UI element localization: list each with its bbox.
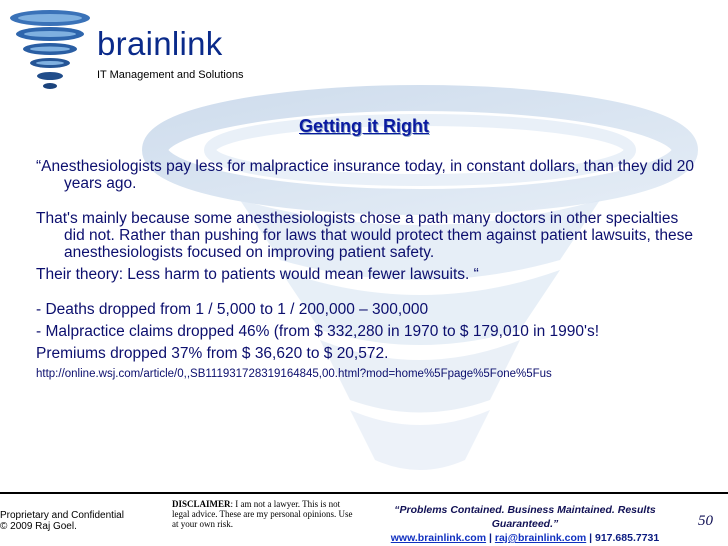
footer-left bbox=[0, 510, 124, 532]
slide-title: Getting it Right bbox=[299, 116, 429, 136]
brand-name: brainlink bbox=[97, 25, 223, 62]
website-link[interactable]: www.brainlink.com bbox=[390, 532, 487, 544]
bullet-malpractice-claims: - Malpractice claims dropped 46% (from $ 332,280 in 1970 to $ 179,010 in 1990's! bbox=[36, 323, 600, 340]
source-url: http://online.wsj.com/article/0,,SB111931728319164845,00.html?mod=home%5Fpage%5Fone%5Fus bbox=[36, 368, 552, 380]
page-number: 50 bbox=[698, 513, 713, 529]
proprietary-label: Proprietary and Confidential bbox=[0, 510, 124, 521]
quote-paragraph-2: That's mainly because some anesthesiologists chose a path many doctors in other specialties did not. Rather than pushing for laws that would protect them against patient lawsuits, these anesthesiologists focused on improving patient safety. bbox=[36, 210, 693, 261]
copyright-label: © 2009 Raj Goel. bbox=[0, 521, 77, 532]
disclaimer-text: : I am not a lawyer. This is not legal advice. These are my personal opinions. Use at your own risk. bbox=[172, 499, 353, 529]
disclaimer-label: DISCLAIMER bbox=[172, 499, 231, 509]
contact-separator: | bbox=[488, 532, 492, 544]
disclaimer bbox=[172, 499, 356, 529]
bullet-deaths: - Deaths dropped from 1 / 5,000 to 1 / 200,000 – 300,000 bbox=[36, 301, 429, 318]
slogan: “Problems Contained. Business Maintained. Results Guaranteed.” bbox=[394, 504, 656, 530]
email-link[interactable]: raj@brainlink.com bbox=[494, 532, 587, 544]
phone-number: | 917.685.7731 bbox=[589, 532, 660, 544]
quote-paragraph-1: “Anesthesiologists pay less for malpractice insurance today, in constant dollars, than they did 20 years ago. bbox=[36, 158, 694, 192]
bullet-premiums: Premiums dropped 37% from $ 36,620 to $ 20,572. bbox=[36, 345, 389, 362]
quote-paragraph-3: Their theory: Less harm to patients would mean fewer lawsuits. “ bbox=[36, 266, 479, 283]
contact-line bbox=[360, 531, 690, 545]
slide-body bbox=[36, 158, 696, 381]
tornado-funnel-icon bbox=[6, 8, 94, 92]
brand-tagline: IT Management and Solutions bbox=[97, 69, 244, 81]
footer-contact bbox=[360, 503, 690, 545]
footer-divider bbox=[0, 492, 728, 494]
